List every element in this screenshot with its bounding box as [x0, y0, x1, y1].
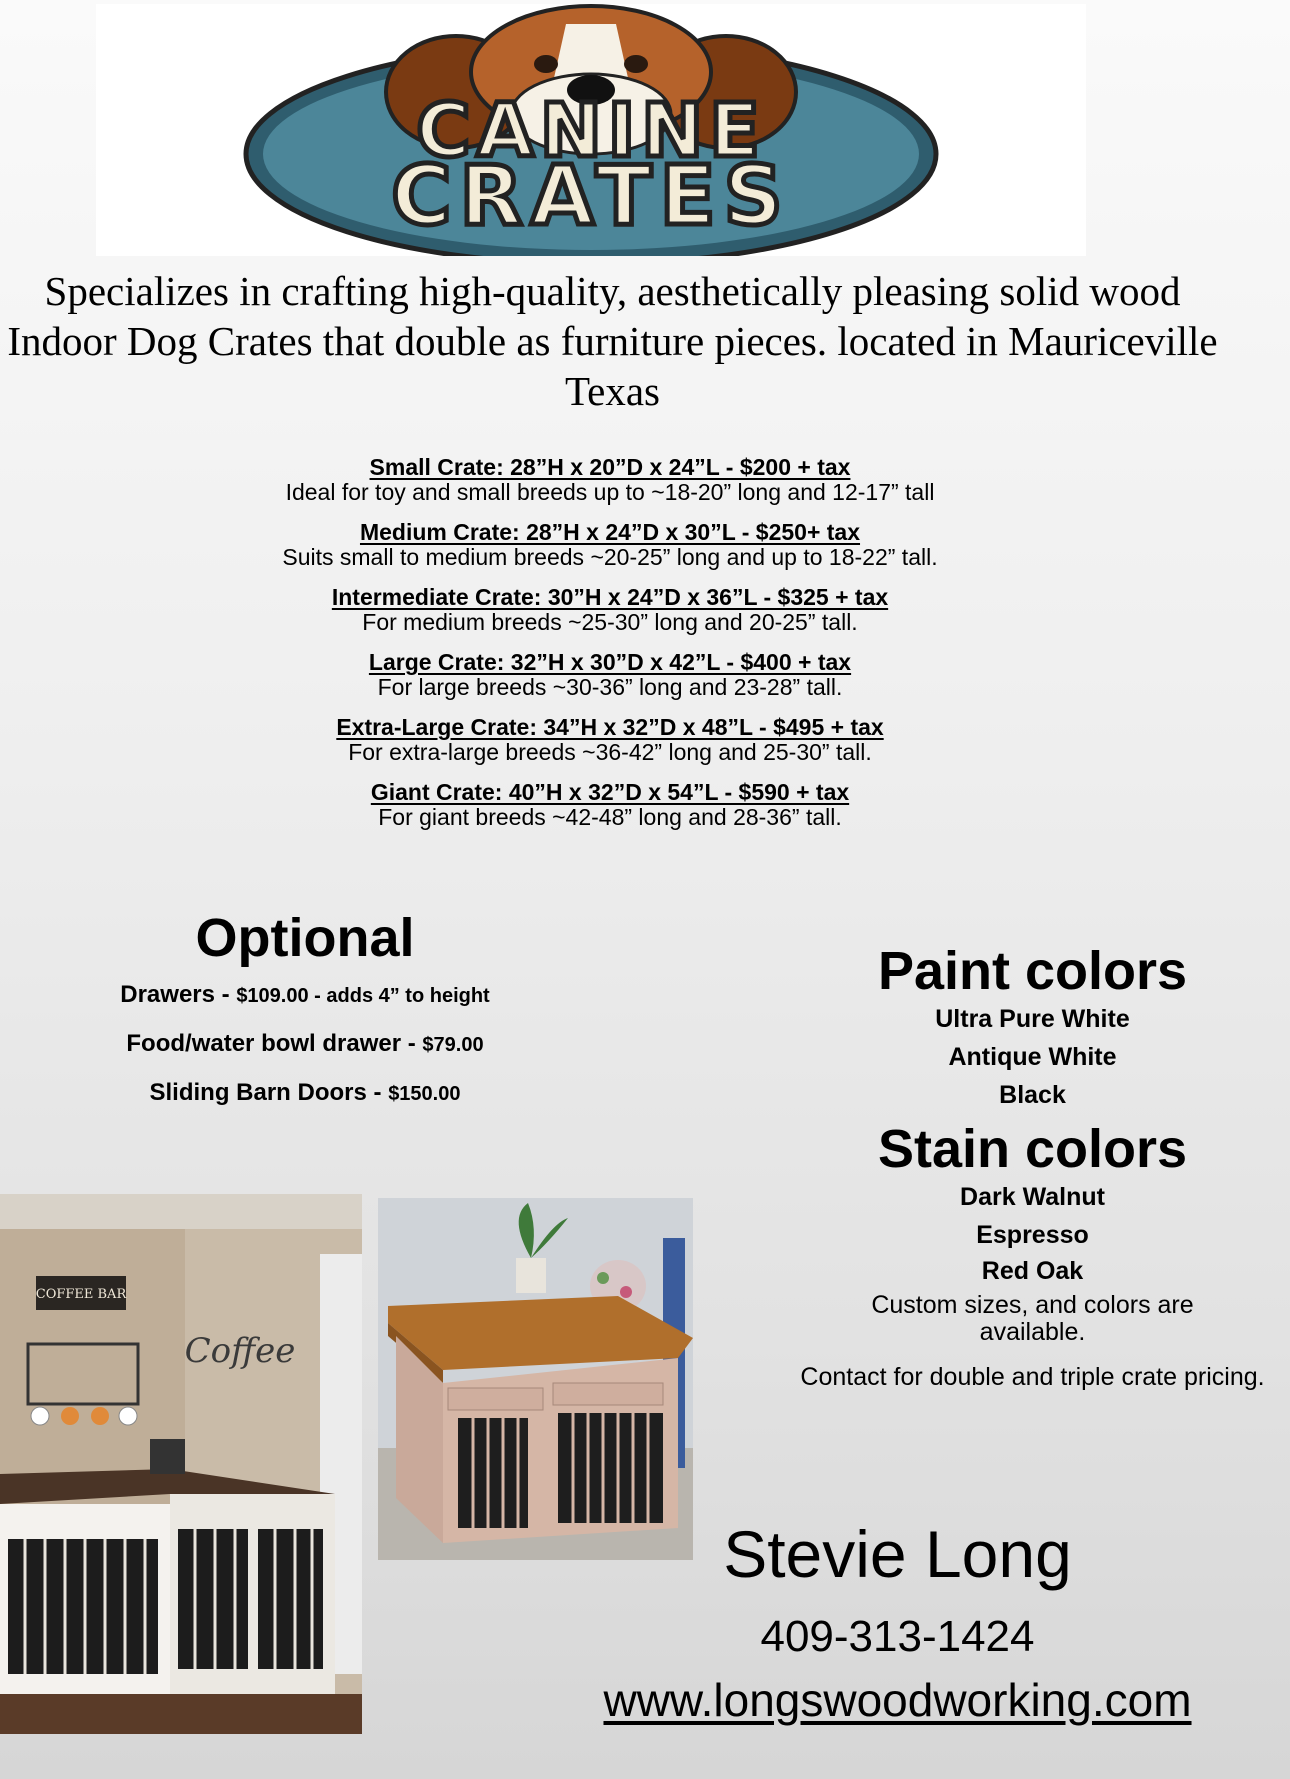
coffee-script: Coffee [184, 1331, 296, 1371]
option-name: Sliding Barn Doors - [149, 1079, 389, 1106]
crate-description: For giant breeds ~42-48” long and 28-36” tall. [378, 804, 842, 830]
crate-size-list [200, 455, 1020, 845]
stain-colors-title: Stain colors [877, 1119, 1188, 1179]
crate-description: For medium breeds ~25-30” long and 20-25” tall. [362, 609, 858, 635]
crate-title: Medium Crate: 28”H x 24”D x 30”L - $250+ tax [359, 519, 861, 545]
stain-color-item: Espresso [976, 1221, 1089, 1249]
contact-note: Contact for double and triple crate pricing. [800, 1363, 1265, 1391]
crate-title: Large Crate: 32”H x 30”D x 42”L - $400 + tax [368, 649, 852, 675]
crate-description: For large breeds ~30-36” long and 23-28” tall. [377, 674, 843, 700]
crate-title: Giant Crate: 40”H x 32”D x 54”L - $590 + tax [370, 779, 850, 805]
crate-description: Ideal for toy and small breeds up to ~18-20” long and 12-17” tall [285, 479, 935, 505]
option-name: Drawers - [120, 981, 237, 1008]
coffee-bar-illustration [0, 1194, 362, 1734]
coffee-bar-sign: COFFEE BAR [35, 1287, 127, 1302]
crate-item-small [200, 455, 1020, 505]
crate-description: Suits small to medium breeds ~20-25” long and up to 18-22” tall. [282, 544, 938, 570]
crate-item-intermediate [200, 585, 1020, 635]
coffee-bar-crate-photo [0, 1194, 362, 1734]
crate-description: For extra-large breeds ~36-42” long and 25-30” tall. [348, 739, 872, 765]
option-price: $79.00 [422, 1034, 484, 1056]
contact-name: Stevie Long [723, 1517, 1072, 1591]
canine-crates-logo [96, 4, 1086, 256]
option-drawers [60, 981, 550, 1010]
optional-title: Optional [195, 908, 415, 968]
logo-line2: CRATES [391, 149, 791, 244]
logo [96, 4, 1086, 256]
contact-phone[interactable]: 409-313-1424 [760, 1612, 1035, 1661]
custom-note: Custom sizes, and colors are available. [871, 1291, 1194, 1346]
logo-line1: CANINE [416, 88, 766, 174]
paint-colors-title: Paint colors [877, 941, 1188, 1001]
crate-item-large [200, 650, 1020, 700]
tagline: Specializes in crafting high-quality, aesthetically pleasing solid wood Indoor Dog Crates that double as furniture pieces. located in Mauriceville Texas [7, 268, 1218, 414]
crate-item-giant [200, 780, 1020, 830]
crate-item-medium [200, 520, 1020, 570]
stain-color-item: Dark Walnut [960, 1183, 1105, 1211]
paint-color-item: Black [999, 1081, 1066, 1109]
optional-section [60, 905, 550, 1128]
website-link[interactable]: www.longswoodworking.com [603, 1674, 1192, 1726]
crate-illustration [378, 1198, 693, 1560]
option-barn-doors [60, 1079, 550, 1108]
crate-title: Extra-Large Crate: 34”H x 32”D x 48”L - $495 + tax [336, 714, 884, 740]
option-price: $109.00 - adds 4” to height [236, 985, 490, 1007]
colors-section [800, 942, 1265, 1391]
option-bowl-drawer [60, 1030, 550, 1059]
wood-top-crate-photo [378, 1198, 693, 1560]
crate-title: Small Crate: 28”H x 20”D x 24”L - $200 + tax [369, 454, 851, 480]
crate-item-extra-large [200, 715, 1020, 765]
paint-color-item: Ultra Pure White [935, 1005, 1130, 1033]
crate-title: Intermediate Crate: 30”H x 24”D x 36”L - $325 + tax [331, 584, 889, 610]
option-name: Food/water bowl drawer - [126, 1030, 423, 1057]
option-price: $150.00 [388, 1083, 461, 1105]
paint-color-item: Antique White [948, 1043, 1117, 1071]
stain-color-item: Red Oak [981, 1257, 1084, 1285]
